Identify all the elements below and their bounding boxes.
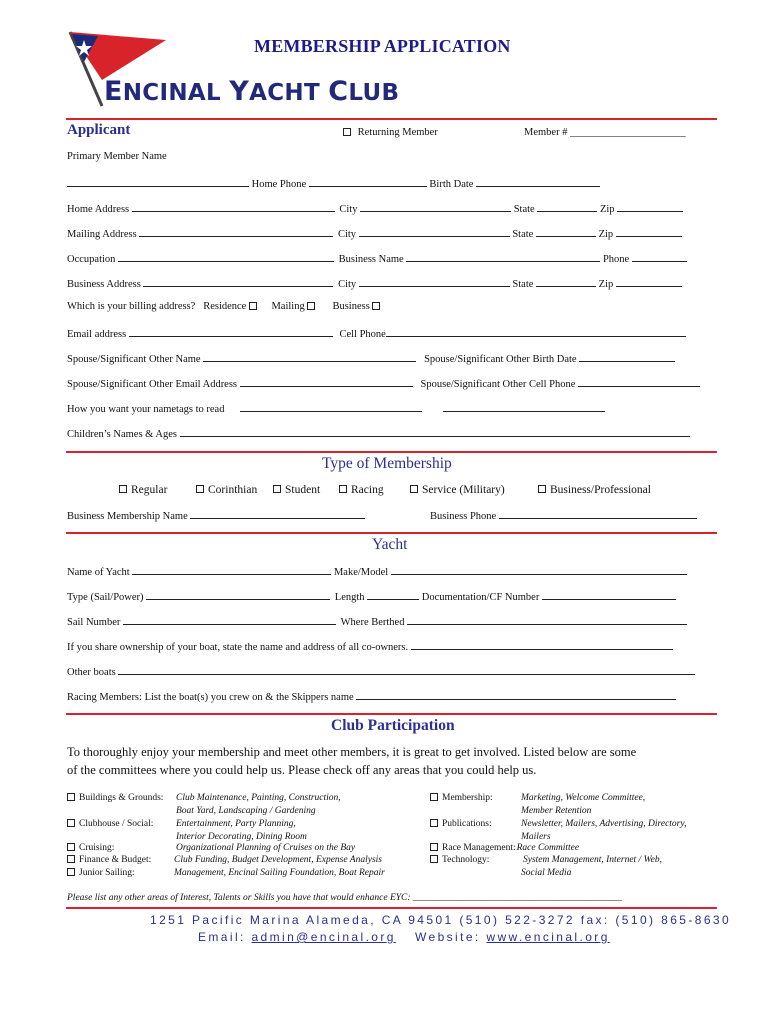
committee-publications[interactable]: Publications: (430, 819, 492, 829)
member-number-field[interactable]: Member # ______________________ (524, 127, 686, 138)
mailing-state-field[interactable] (536, 226, 596, 237)
mailing-address-field[interactable] (139, 226, 333, 237)
birth-date-field[interactable] (476, 176, 600, 187)
home-address-row: Home Address City State Zip (67, 201, 683, 215)
billing-address-row: Which is your billing address? Residence Mailing Business (67, 301, 384, 312)
committee-cruising-desc: Organizational Planning of Cruises on the Bay (176, 843, 356, 853)
business-address-row: Business Address City State Zip (67, 276, 682, 290)
checkbox-icon[interactable] (67, 855, 75, 863)
membership-type-student[interactable]: Student (273, 484, 320, 496)
applicant-heading: Applicant (67, 122, 131, 138)
business-phone-small-field[interactable] (632, 251, 687, 262)
divider (66, 118, 717, 120)
racing-members-row: Racing Members: List the boat(s) you crew on & the Skippers name (67, 689, 676, 703)
checkbox-icon[interactable] (67, 819, 75, 827)
co-owners-row: If you share ownership of your boat, state the name and address of all co-owners. (67, 639, 673, 653)
business-zip-field[interactable] (616, 276, 682, 287)
committee-race-management[interactable]: Race Management:Race Committee (430, 843, 579, 853)
sail-number-field[interactable] (123, 614, 336, 625)
club-name-logo: ENCINAL YACHT CLUB (104, 76, 400, 107)
nametag-1-field[interactable] (240, 401, 422, 412)
primary-member-row: Home Phone Birth Date (67, 176, 600, 190)
business-membership-name-field[interactable] (190, 508, 365, 519)
committee-technology-desc-2: Social Media (521, 868, 572, 878)
home-phone-field[interactable] (309, 176, 427, 187)
spouse-name-row: Spouse/Significant Other Name Spouse/Significant Other Birth Date (67, 351, 675, 365)
residence-checkbox[interactable] (249, 302, 257, 310)
membership-type-business[interactable]: Business/Professional (538, 484, 651, 496)
committee-clubhouse-desc-1: Entertainment, Party Planning, (176, 819, 296, 829)
membership-type-racing[interactable]: Racing (339, 484, 384, 496)
footer-email: Email: admin@encinal.org (198, 930, 396, 944)
committee-buildings-grounds[interactable]: Buildings & Grounds: (67, 793, 163, 803)
length-field[interactable] (367, 589, 419, 600)
committee-junior-desc: Management, Encinal Sailing Foundation, Boat Repair (174, 868, 385, 878)
children-field[interactable] (180, 426, 690, 437)
business-city-field[interactable] (359, 276, 510, 287)
checkbox-icon[interactable] (67, 843, 75, 851)
email-field[interactable] (129, 326, 333, 337)
nametag-2-field[interactable] (443, 401, 605, 412)
sail-number-row: Sail Number Where Berthed (67, 614, 687, 628)
checkbox-icon[interactable] (339, 485, 347, 493)
committee-technology[interactable]: Technology: (430, 855, 489, 865)
participation-intro-line-1: To thoroughly enjoy your membership and meet other members, it is great to get involved. Listed below are some (67, 745, 637, 759)
home-zip-field[interactable] (617, 201, 683, 212)
footer-website: Website: www.encinal.org (415, 930, 610, 944)
committee-technology-desc-1: System Management, Internet / Web, (523, 855, 662, 865)
spouse-name-field[interactable] (203, 351, 416, 362)
committee-publications-desc-2: Mailers (521, 832, 551, 842)
membership-type-service[interactable]: Service (Military) (410, 484, 505, 496)
committee-buildings-desc-2: Boat Yard, Landscaping / Gardening (176, 806, 316, 816)
other-boats-row: Other boats (67, 664, 695, 678)
business-state-field[interactable] (536, 276, 596, 287)
divider (66, 907, 717, 909)
checkbox-icon[interactable] (430, 819, 438, 827)
checkbox-icon[interactable] (538, 485, 546, 493)
checkbox-icon[interactable] (430, 843, 438, 851)
documentation-field[interactable] (542, 589, 676, 600)
mailing-checkbox[interactable] (307, 302, 315, 310)
business-membership-row: Business Membership Name (67, 508, 365, 522)
participation-intro-line-2: of the committees where you could help us. Please check off any areas that you could help us. (67, 763, 537, 777)
club-address: 1251 Pacific Marina Alameda, CA 94501 (510) 522-3272 fax: (510) 865-8630 (150, 913, 732, 927)
other-boats-field[interactable] (118, 664, 695, 675)
primary-member-name-field[interactable] (67, 176, 249, 187)
occupation-row: Occupation Business Name Phone (67, 251, 687, 265)
membership-type-regular[interactable]: Regular (119, 484, 167, 496)
cell-phone-field[interactable] (386, 326, 686, 337)
yacht-type-row: Type (Sail/Power) Length Documentation/CF Number (67, 589, 676, 603)
returning-member-option[interactable]: Returning Member (343, 127, 438, 138)
committee-cruising[interactable]: Cruising: (67, 843, 114, 853)
membership-type-corinthian[interactable]: Corinthian (196, 484, 257, 496)
committee-membership-desc-1: Marketing, Welcome Committee, (521, 793, 646, 803)
business-checkbox[interactable] (372, 302, 380, 310)
committee-clubhouse-desc-2: Interior Decorating, Dining Room (176, 832, 307, 842)
business-phone-row: Business Phone (430, 508, 697, 522)
occupation-field[interactable] (118, 251, 334, 262)
checkbox-icon[interactable] (430, 793, 438, 801)
mailing-city-field[interactable] (359, 226, 510, 237)
divider (66, 532, 717, 534)
checkbox-icon[interactable] (343, 128, 351, 136)
participation-heading: Club Participation (331, 717, 455, 734)
page-title: MEMBERSHIP APPLICATION (254, 36, 511, 56)
checkbox-icon[interactable] (410, 485, 418, 493)
make-model-field[interactable] (391, 564, 687, 575)
children-row: Children’s Names & Ages (67, 426, 690, 440)
business-name-field[interactable] (406, 251, 600, 262)
spouse-cell-field[interactable] (578, 376, 700, 387)
primary-member-name-label: Primary Member Name (67, 151, 167, 162)
divider (66, 713, 717, 715)
checkbox-icon[interactable] (196, 485, 204, 493)
website-link[interactable]: www.encinal.org (486, 930, 610, 944)
committee-publications-desc-1: Newsletter, Mailers, Advertising, Directory, (521, 819, 687, 829)
committee-membership-desc-2: Member Retention (521, 806, 592, 816)
other-interests-field[interactable]: Please list any other areas of Interest, Talents or Skills you have that would enhance EYC: ____________________________________________ (67, 893, 622, 903)
yacht-name-row: Name of Yacht Make/Model (67, 564, 687, 578)
spouse-email-row: Spouse/Significant Other Email Address Spouse/Significant Other Cell Phone (67, 376, 700, 390)
mailing-zip-field[interactable] (616, 226, 682, 237)
divider (66, 451, 717, 453)
committee-membership[interactable]: Membership: (430, 793, 493, 803)
co-owners-field[interactable] (411, 639, 673, 650)
email-link[interactable]: admin@encinal.org (251, 930, 396, 944)
committee-clubhouse-social[interactable]: Clubhouse / Social: (67, 819, 153, 829)
yacht-heading: Yacht (372, 536, 408, 553)
checkbox-icon[interactable] (430, 855, 438, 863)
checkbox-icon[interactable] (67, 868, 75, 876)
business-phone-field[interactable] (499, 508, 697, 519)
committee-junior-sailing[interactable]: Junior Sailing: (67, 868, 135, 878)
email-row: Email address Cell Phone (67, 326, 686, 340)
yacht-type-field[interactable] (146, 589, 330, 600)
spouse-email-field[interactable] (240, 376, 413, 387)
spouse-birth-date-field[interactable] (579, 351, 675, 362)
home-city-field[interactable] (360, 201, 511, 212)
checkbox-icon[interactable] (273, 485, 281, 493)
committee-finance-budget[interactable]: Finance & Budget: (67, 855, 151, 865)
committee-finance-desc: Club Funding, Budget Development, Expense Analysis (174, 855, 382, 865)
yacht-name-field[interactable] (132, 564, 331, 575)
nametags-row: How you want your nametags to read (67, 401, 605, 415)
committee-buildings-desc-1: Club Maintenance, Painting, Construction, (176, 793, 341, 803)
checkbox-icon[interactable] (67, 793, 75, 801)
home-state-field[interactable] (537, 201, 597, 212)
membership-heading: Type of Membership (322, 455, 452, 472)
home-address-field[interactable] (132, 201, 335, 212)
mailing-address-row: Mailing Address City State Zip (67, 226, 682, 240)
where-berthed-field[interactable] (407, 614, 687, 625)
business-address-field[interactable] (143, 276, 333, 287)
checkbox-icon[interactable] (119, 485, 127, 493)
racing-members-field[interactable] (356, 689, 676, 700)
